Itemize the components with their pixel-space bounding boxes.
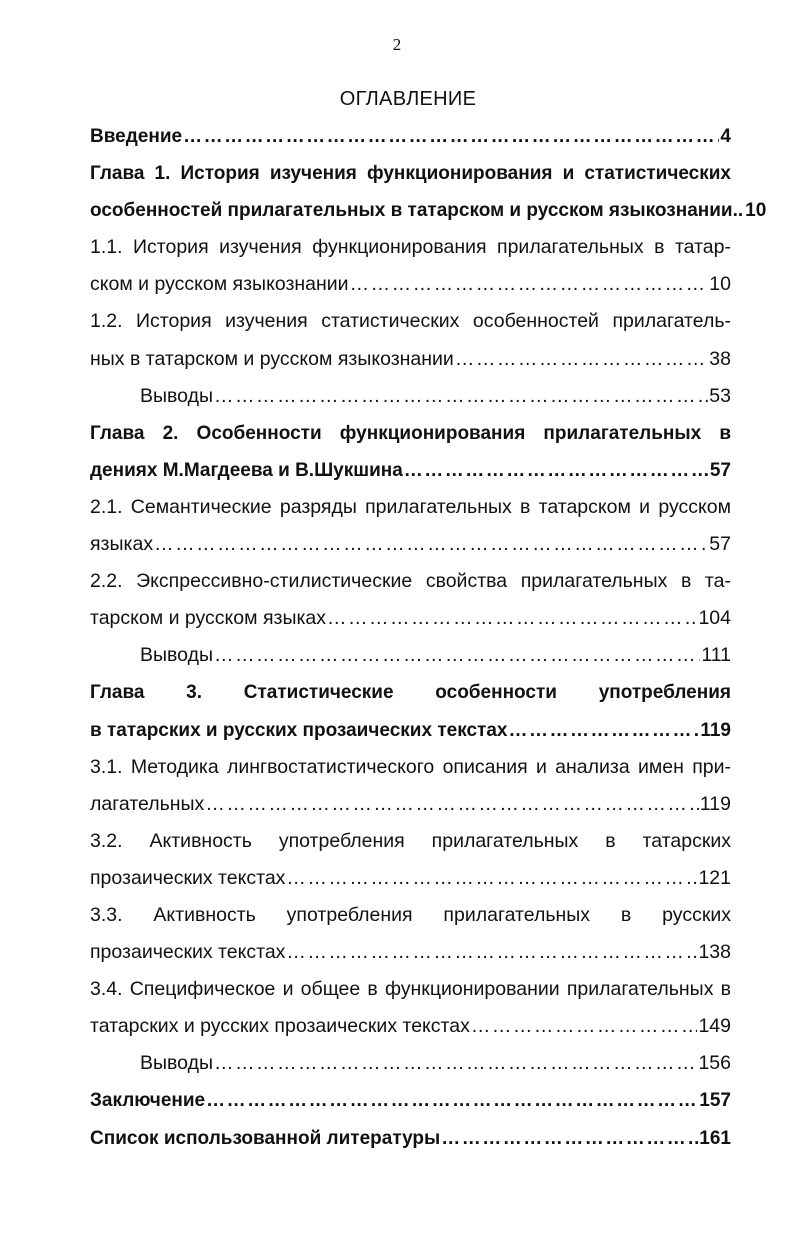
toc-page-number: 10 [709, 273, 731, 296]
toc-entry-text: языках [90, 533, 154, 556]
dot-leader [471, 1008, 698, 1045]
toc-entry-text: Список использованной литературы [90, 1127, 441, 1149]
toc-entry-text: ском и русском языкознании [90, 273, 349, 296]
toc-entry-text: в татарских и русских прозаических текстах [90, 719, 508, 741]
toc-entry-line: 3.3. Активность употребления прилагательных в русских [90, 903, 731, 926]
toc-entry [90, 1082, 731, 1119]
toc-page-number: 53 [709, 384, 731, 407]
toc-entry-last-line [90, 712, 731, 749]
toc-page-number: 111 [701, 644, 731, 667]
toc-page-number: 121 [698, 866, 731, 889]
toc-entry-last-line [90, 934, 731, 971]
toc-entry-text: Введение [90, 126, 183, 147]
toc-entry [90, 229, 731, 303]
page-number: 2 [392, 35, 402, 54]
toc-entry-last-line [90, 266, 731, 303]
toc-page-number: 10 [745, 200, 767, 222]
toc-entry-line: 1.1. История изучения функционирования прилагательных в татар- [90, 236, 731, 259]
toc-page-number: 119 [699, 792, 731, 815]
toc-entry-last-line [140, 378, 731, 415]
toc-entry-line: Глава 2. Особенности функционирования прилагательных в [90, 422, 731, 444]
toc-page-number: 149 [698, 1015, 731, 1038]
toc-entry [90, 1045, 731, 1082]
toc-entry-last-line [90, 526, 731, 563]
toc-entry [90, 749, 731, 823]
toc-entry-line: Глава 3. Статистические особенности употребления [90, 682, 731, 704]
dot-leader [214, 378, 708, 415]
toc-entry-text: лагательных [90, 792, 205, 815]
toc-entry-last-line [90, 341, 731, 378]
dot-leader [214, 637, 700, 674]
toc-entry-text: ных в татарском и русском языкознании [90, 347, 454, 370]
toc-entry-text: прозаических текстах [90, 866, 286, 889]
toc-entry-last-line [90, 600, 731, 637]
toc-entry [90, 897, 731, 971]
toc-entry-last-line [140, 637, 731, 674]
toc-entry-text: особенностей прилагательных в татарском и русском языкознании.. [90, 200, 744, 222]
toc-page-number: 38 [709, 347, 731, 370]
toc-page-number: 57 [709, 459, 731, 481]
toc-entry-last-line [90, 1082, 731, 1119]
dot-leader [206, 1082, 698, 1119]
toc-entry [90, 155, 767, 229]
dot-leader [441, 1120, 698, 1157]
dot-leader [350, 266, 709, 303]
toc-page-number: 156 [698, 1052, 731, 1075]
toc-page-number: 57 [709, 533, 731, 556]
toc-entry-line: 3.1. Методика лингвостатистического описания и анализа имен при- [90, 755, 731, 778]
dot-leader [327, 600, 697, 637]
toc-entry-last-line [90, 1120, 731, 1157]
toc-entry-line: 1.2. История изучения статистических особенностей прилагатель- [90, 310, 731, 333]
dot-leader [205, 786, 699, 823]
toc-entry [90, 674, 731, 748]
toc-entry-line: 2.2. Экспрессивно-стилистические свойства прилагательных в та- [90, 570, 731, 593]
page-title: ОГЛАВЛЕНИЕ [339, 88, 477, 110]
toc-entry-text: татарских и русских прозаических текстах [90, 1015, 470, 1038]
dot-leader [286, 860, 697, 897]
toc-entry [90, 118, 731, 155]
toc-entry-text: Выводы [140, 384, 213, 407]
toc-entry [90, 971, 731, 1045]
toc-page-number: 161 [699, 1127, 731, 1149]
toc-entry-text: дениях М.Магдеева и В.Шукшина [90, 459, 403, 481]
dot-leader [183, 118, 719, 155]
toc-entry-line: 2.1. Семантические разряды прилагательных в татарском и русском [90, 495, 731, 518]
toc-entry [90, 303, 731, 377]
toc-entry-text: Заключение [90, 1090, 206, 1112]
toc-entry-last-line [90, 860, 731, 897]
dot-leader [286, 934, 697, 971]
toc-entry-last-line [90, 452, 731, 489]
toc-entry-line: 3.4. Специфическое и общее в функционировании прилагательных в [90, 978, 731, 1001]
toc-entry [90, 378, 731, 415]
toc-entry-last-line [140, 1045, 731, 1082]
toc-entry-text: тарском и русском языках [90, 607, 327, 630]
toc-page-number: 119 [700, 719, 731, 741]
toc-entry [90, 563, 731, 637]
toc-entry [90, 415, 731, 489]
toc-page-number: 104 [698, 607, 731, 630]
toc-entry-line: 3.2. Активность употребления прилагательных в татарских [90, 829, 731, 852]
dot-leader [508, 712, 699, 749]
dot-leader [404, 452, 709, 489]
dot-leader [154, 526, 708, 563]
toc-entry-text: Выводы [140, 644, 213, 667]
toc-entry-last-line [90, 786, 731, 823]
toc-entry [90, 823, 731, 897]
toc-entry-last-line [90, 192, 767, 229]
toc-page-number: 138 [698, 941, 731, 964]
toc-entry-last-line [90, 118, 731, 155]
table-of-contents [90, 118, 767, 1157]
toc-entry-last-line [90, 1008, 731, 1045]
toc-page-number: 4 [720, 126, 731, 147]
toc-entry [90, 489, 731, 563]
toc-entry [90, 1120, 731, 1157]
dot-leader [214, 1045, 697, 1082]
dot-leader [455, 341, 708, 378]
toc-entry [90, 637, 731, 674]
toc-entry-text: прозаических текстах [90, 941, 286, 964]
toc-entry-text: Выводы [140, 1052, 213, 1075]
toc-page-number: 157 [699, 1090, 731, 1112]
toc-entry-line: Глава 1. История изучения функционирования и статистических [90, 163, 731, 185]
